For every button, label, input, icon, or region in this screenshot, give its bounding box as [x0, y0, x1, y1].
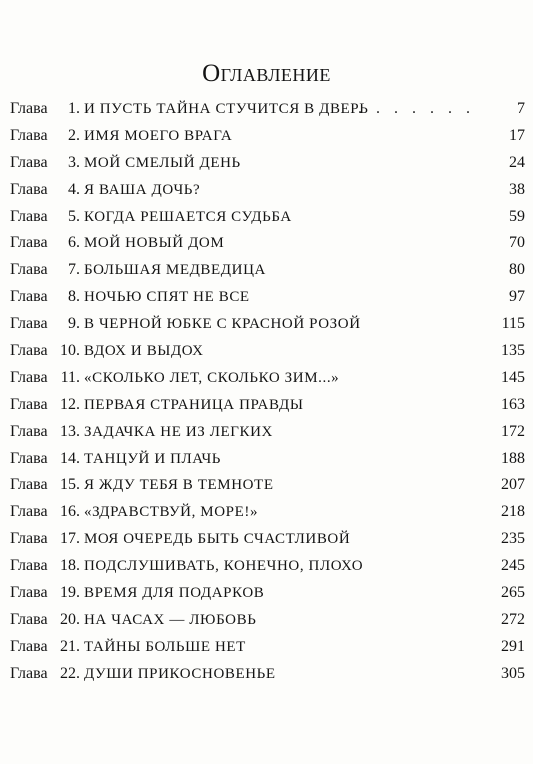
chapter-title: ВРЕМЯ ДЛЯ ПОДАРКОВ	[84, 585, 265, 602]
chapter-word: Глава	[10, 288, 48, 306]
chapter-word: Глава	[10, 368, 48, 386]
chapter-title: МОЙ СМЕЛЫЙ ДЕНЬ	[84, 154, 241, 171]
chapter-title: И ПУСТЬ ТАЙНА СТУЧИТСЯ В ДВЕРЬ	[84, 101, 369, 117]
page-number: 163	[501, 395, 525, 413]
chapter-number: 13.	[60, 422, 80, 440]
chapter-word: Глава	[10, 234, 48, 252]
toc-entry	[10, 499, 525, 526]
chapter-number: 14.	[60, 449, 80, 467]
chapter-word: Глава	[10, 584, 48, 602]
chapter-word: Глава	[10, 503, 48, 521]
chapter-number: 2.	[68, 126, 80, 144]
chapter-number: 19.	[60, 584, 80, 602]
chapter-number: 11.	[60, 368, 80, 386]
toc-entry	[10, 96, 525, 123]
toc-entry	[10, 177, 525, 204]
toc-entry	[10, 661, 525, 688]
chapter-word: Глава	[10, 530, 48, 548]
chapter-word: Глава	[10, 207, 48, 225]
chapter-word: Глава	[10, 100, 48, 117]
page-number: 145	[501, 368, 525, 386]
page-number: 245	[501, 557, 525, 575]
toc-entry	[10, 365, 525, 392]
toc-entry	[10, 204, 525, 231]
chapter-title: ЗАДАЧКА НЕ ИЗ ЛЕГКИХ	[84, 423, 273, 440]
chapter-number: 6.	[68, 234, 80, 252]
chapter-number: 3.	[68, 153, 80, 171]
page-title-text: Оглавление	[202, 60, 331, 87]
chapter-title: ДУШИ ПРИКОСНОВЕНЬЕ	[84, 665, 276, 682]
toc-entry	[10, 150, 525, 177]
chapter-title: Я ЖДУ ТЕБЯ В ТЕМНОТЕ	[84, 477, 274, 494]
chapter-title: ВДОХ И ВЫДОХ	[84, 343, 204, 360]
chapter-number: 9.	[68, 315, 80, 333]
page-number: 207	[501, 476, 525, 494]
chapter-word: Глава	[10, 180, 48, 198]
chapter-title: НА ЧАСАХ — ЛЮБОВЬ	[84, 611, 257, 628]
page-number: 97	[509, 288, 525, 306]
chapter-word: Глава	[10, 153, 48, 171]
chapter-word: Глава	[10, 395, 48, 413]
chapter-number: 18.	[60, 557, 80, 575]
chapter-title: НОЧЬЮ СПЯТ НЕ ВСЕ	[84, 289, 250, 306]
chapter-word: Глава	[10, 126, 48, 144]
chapter-word: Глава	[10, 315, 48, 333]
chapter-title: ТАЙНЫ БОЛЬШЕ НЕТ	[84, 638, 246, 655]
chapter-number: 16.	[60, 503, 80, 521]
toc-entry	[10, 123, 525, 150]
toc-entry	[10, 257, 525, 284]
page-number: 172	[501, 422, 525, 440]
page-number: 135	[501, 342, 525, 360]
toc-entry	[10, 419, 525, 446]
page-number: 59	[509, 207, 525, 225]
chapter-word: Глава	[10, 422, 48, 440]
toc-entry	[10, 446, 525, 473]
chapter-number: 7.	[68, 261, 80, 279]
toc-entry	[10, 472, 525, 499]
chapter-title: МОЙ НОВЫЙ ДОМ	[84, 235, 225, 252]
chapter-title: ПОДСЛУШИВАТЬ, КОНЕЧНО, ПЛОХО	[84, 558, 364, 575]
page-number: 235	[501, 530, 525, 548]
page-number: 7	[517, 100, 525, 117]
chapter-word: Глава	[10, 342, 48, 360]
page-number: 218	[501, 503, 525, 521]
page-number: 265	[501, 584, 525, 602]
chapter-number: 1.	[68, 100, 80, 117]
chapter-title: МОЯ ОЧЕРЕДЬ БЫТЬ СЧАСТЛИВОЙ	[84, 531, 351, 548]
chapter-title: БОЛЬШАЯ МЕДВЕДИЦА	[84, 262, 266, 279]
chapter-word: Глава	[10, 637, 48, 655]
chapter-title: Я ВАША ДОЧЬ?	[84, 181, 201, 198]
chapter-word: Глава	[10, 557, 48, 575]
table-of-contents	[10, 96, 525, 688]
chapter-number: 4.	[68, 180, 80, 198]
toc-entry	[10, 392, 525, 419]
toc-entry	[10, 553, 525, 580]
page-number: 115	[501, 315, 525, 333]
toc-entry	[10, 284, 525, 311]
chapter-number: 12.	[60, 395, 80, 413]
chapter-number: 22.	[60, 664, 80, 682]
chapter-number: 5.	[68, 207, 80, 225]
toc-entry	[10, 634, 525, 661]
page-number: 272	[501, 610, 525, 628]
chapter-number: 10.	[60, 342, 80, 360]
toc-entry	[10, 230, 525, 257]
chapter-title: КОГДА РЕШАЕТСЯ СУДЬБА	[84, 208, 292, 225]
page-number: 17	[509, 126, 525, 144]
chapter-word: Глава	[10, 476, 48, 494]
chapter-number: 17.	[60, 530, 80, 548]
dot-leader: . . . . . . .	[358, 100, 475, 117]
toc-entry	[10, 580, 525, 607]
page-number: 24	[509, 153, 525, 171]
chapter-title: «СКОЛЬКО ЛЕТ, СКОЛЬКО ЗИМ...»	[84, 369, 340, 386]
page-number: 305	[501, 664, 525, 682]
page-number: 70	[509, 234, 525, 252]
chapter-title: ИМЯ МОЕГО ВРАГА	[84, 127, 233, 144]
chapter-word: Глава	[10, 261, 48, 279]
page-number: 80	[509, 261, 525, 279]
page-title	[0, 60, 533, 88]
chapter-word: Глава	[10, 449, 48, 467]
toc-entry	[10, 526, 525, 553]
page-number: 38	[509, 180, 525, 198]
chapter-number: 20.	[60, 610, 80, 628]
page-number: 291	[501, 637, 525, 655]
toc-entry	[10, 311, 525, 338]
chapter-title: ТАНЦУЙ И ПЛАЧЬ	[84, 450, 222, 467]
toc-entry	[10, 338, 525, 365]
chapter-title: «ЗДРАВСТВУЙ, МОРЕ!»	[84, 504, 259, 521]
toc-entry	[10, 607, 525, 634]
chapter-title: ПЕРВАЯ СТРАНИЦА ПРАВДЫ	[84, 396, 304, 413]
chapter-number: 8.	[68, 288, 80, 306]
chapter-title: В ЧЕРНОЙ ЮБКЕ С КРАСНОЙ РОЗОЙ	[84, 316, 361, 333]
chapter-word: Глава	[10, 610, 48, 628]
chapter-word: Глава	[10, 664, 48, 682]
page-number: 188	[501, 449, 525, 467]
chapter-number: 15.	[60, 476, 80, 494]
chapter-number: 21.	[60, 637, 80, 655]
